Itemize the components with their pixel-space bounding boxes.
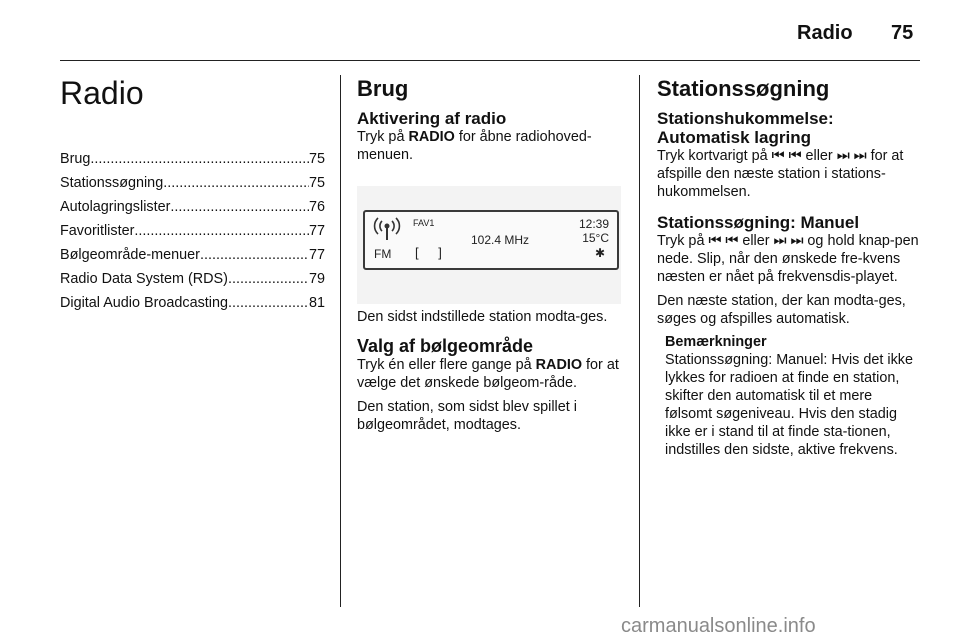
paragraph: Tryk på RADIO for åbne radiohoved-menuen. (357, 129, 592, 163)
watermark: carmanualsonline.info (621, 615, 816, 637)
display-screen (363, 210, 619, 270)
paragraph: Den sidst indstillede station modta-ges. (357, 309, 608, 325)
paragraph: Den næste station, der kan modta-ges, søges og afspilles automatisk. (657, 293, 906, 327)
toc-label: Bølgeområde-menuer (60, 247, 200, 263)
radio-display-illustration (357, 186, 621, 304)
toc-column (60, 75, 325, 315)
toc-entry[interactable] (60, 267, 325, 291)
column-divider-2 (639, 75, 640, 607)
page-number: 75 (891, 22, 914, 44)
section-title: Brug (357, 76, 409, 101)
bluetooth-icon: ✱ (594, 246, 605, 260)
usage-column (357, 75, 621, 434)
toc-page: 81 (308, 295, 325, 311)
station-search-column (657, 75, 922, 459)
subsection-title: Stationshukommelse: Automatisk lagring (657, 109, 834, 147)
toc-page: 79 (308, 271, 325, 287)
toc-label: Digital Audio Broadcasting (60, 295, 228, 311)
toc-entry[interactable] (60, 171, 325, 195)
radio-key-label: RADIO (408, 129, 455, 145)
toc-entry[interactable] (60, 243, 325, 267)
toc-page: 75 (308, 175, 325, 191)
chapter-title: Radio (60, 75, 144, 111)
subsection-title: Stationssøgning: Manuel (657, 213, 860, 232)
toc-entry[interactable] (60, 147, 325, 171)
frequency-readout: 102.4 MHz (471, 233, 530, 247)
toc-entry[interactable] (60, 219, 325, 243)
toc-page: 77 (308, 223, 325, 239)
radio-key-label: RADIO (535, 357, 583, 373)
note-text: Stationssøgning: Manuel: Hvis det ikke lykkes for radioen at finde en station, skifter den automatisk til et mere følsomt søgeniveau. Hvis den stadig ikke er i stand til at finde sta-tionen, indstilles den sidste, aktive frekvens. (665, 352, 913, 458)
temperature: 15°C (582, 231, 609, 245)
antenna-icon (372, 216, 402, 242)
toc-label: Favoritlister (60, 223, 135, 239)
running-header-title: Radio (797, 22, 853, 44)
station-brackets: [ ] (415, 245, 450, 260)
clock: 12:39 (578, 217, 609, 231)
toc-label: Stationssøgning (60, 175, 164, 191)
favorite-list-label: FAV1 (413, 218, 435, 228)
note-box (665, 333, 922, 459)
note-title: Bemærkninger (665, 334, 767, 350)
paragraph: Tryk på ⏮ ⏮ eller ⏭ ⏭ og hold knap-pen nede. Slip, når den ønskede fre-kvens næsten er nået på frekvensdis-playet. (657, 233, 919, 285)
toc-label: Autolagringslister (60, 199, 171, 215)
toc-page: 75 (308, 151, 325, 167)
toc-label: Radio Data System (RDS) (60, 271, 228, 287)
paragraph: Tryk én eller flere gange på RADIO for at vælge det ønskede bølgeom-råde. (357, 357, 619, 391)
column-divider-1 (340, 75, 341, 607)
band-label: FM (374, 247, 392, 261)
table-of-contents (60, 147, 325, 315)
toc-page: 77 (308, 247, 325, 263)
subsection-title: Valg af bølgeområde (357, 336, 534, 356)
toc-page: 76 (308, 199, 325, 215)
toc-entry[interactable] (60, 291, 325, 315)
toc-entry[interactable] (60, 195, 325, 219)
header-rule (60, 60, 920, 61)
subsection-title: Aktivering af radio (357, 109, 507, 128)
section-title: Stationssøgning (657, 76, 830, 101)
toc-label: Brug (60, 151, 91, 167)
paragraph: Tryk kortvarigt på ⏮ ⏮ eller ⏭ ⏭ for at afspille den næste station i stations-hukommelsen. (657, 148, 904, 200)
paragraph: Den station, som sidst blev spillet i bølgeområdet, modtages. (357, 399, 577, 433)
